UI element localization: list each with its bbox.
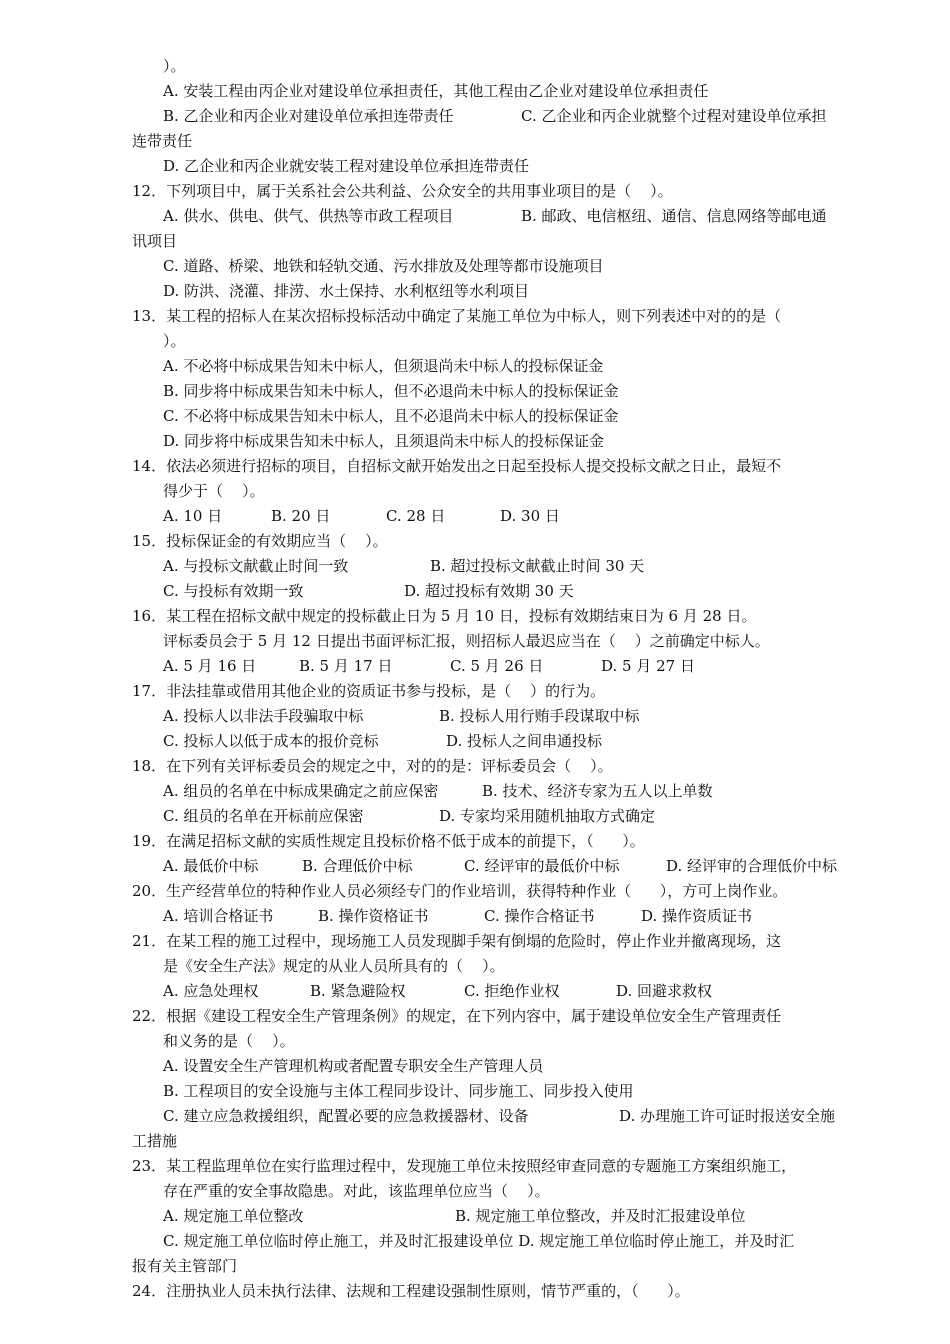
line-text: ）。 — [163, 57, 186, 75]
option-text: A. 供水、供电、供气、供热等市政工程项目 — [163, 207, 454, 225]
line-text: A. 不必将中标成果告知未中标人，但须退尚未中标人的投标保证金 — [163, 357, 604, 375]
line-text: 讯项目 — [132, 232, 178, 250]
line-text: D. 同步将中标成果告知未中标人，且须退尚未中标人的投标保证金 — [163, 432, 605, 450]
line-text: 得少于（ ）。 — [163, 482, 265, 500]
line-text: 20．生产经营单位的特种作业人员必须经专门的作业培训，获得特种作业（ ），方可上岗作业。 — [132, 882, 788, 900]
option-text: C. 与投标有效期一致 — [163, 582, 304, 600]
line-text: 17．非法挂靠或借用其他企业的资质证书参与投标，是（ ）的行为。 — [132, 682, 606, 700]
line-text: C. 不必将中标成果告知未中标人，且不必退尚未中标人的投标保证金 — [163, 407, 619, 425]
line-text: D. 防洪、浇灌、排涝、水土保持、水利枢纽等水利项目 — [163, 282, 530, 300]
option-text: B. 紧急避险权 — [310, 982, 406, 1000]
option-text: D. 专家均采用随机抽取方式确定 — [439, 807, 656, 825]
option-text: A. 组员的名单在中标成果确定之前应保密 — [163, 782, 439, 800]
option-text: C. 建立应急救援组织，配置必要的应急救援器材、设备 — [163, 1107, 529, 1125]
option-text: D. 超过投标有效期 30 天 — [404, 582, 574, 600]
option-text: B. 邮政、电信枢纽、通信、信息网络等邮电通 — [521, 207, 827, 225]
option-text: D. 30 日 — [500, 507, 560, 525]
line-text: D. 乙企业和丙企业就安装工程对建设单位承担连带责任 — [163, 157, 530, 175]
line-text: 14．依法必须进行招标的项目，自招标文献开始发出之日起至投标人提交投标文献之日止，最短不 — [132, 457, 782, 475]
option-text: C. 投标人以低于成本的报价竞标 — [163, 732, 379, 750]
option-text: D. 操作资质证书 — [641, 907, 753, 925]
line-text: 24．注册执业人员未执行法律、法规和工程建设强制性原则，情节严重的，（ ）。 — [132, 1282, 690, 1300]
option-text: A. 投标人以非法手段骗取中标 — [163, 707, 364, 725]
option-text: C. 组员的名单在开标前应保密 — [163, 807, 364, 825]
option-text: B. 规定施工单位整改，并及时汇报建设单位 — [455, 1207, 746, 1225]
option-text: C. 拒绝作业权 — [464, 982, 560, 1000]
option-text: D. 经评审的合理低价中标 — [666, 857, 838, 875]
line-text: 评标委员会于 5 月 12 日提出书面评标汇报，则招标人最迟应当在（ ）之前确定中标人。 — [163, 632, 770, 650]
line-text: 22．根据《建设工程安全生产管理条例》的规定，在下列内容中，属于建设单位安全生产管理责任 — [132, 1007, 782, 1025]
line-text: 23．某工程监理单位在实行监理过程中，发现施工单位未按照经审查同意的专题施工方案组织施工， — [132, 1157, 797, 1175]
option-text: A. 培训合格证书 — [163, 907, 274, 925]
line-text: C. 规定施工单位临时停止施工，并及时汇报建设单位 D. 规定施工单位临时停止施工，并及时汇 — [163, 1232, 795, 1250]
line-text: C. 道路、桥梁、地铁和轻轨交通、污水排放及处理等都市设施项目 — [163, 257, 604, 275]
line-text: 19．在满足招标文献的实质性规定且投标价格不低于成本的前提下，（ ）。 — [132, 832, 645, 850]
line-text: 存在严重的安全事故隐患。对此，该监理单位应当（ ）。 — [163, 1182, 550, 1200]
option-text: C. 经评审的最低价中标 — [464, 857, 620, 875]
option-text: A. 与投标文献截止时间一致 — [163, 557, 349, 575]
option-text: B. 投标人用行贿手段谋取中标 — [439, 707, 640, 725]
option-text: B. 5 月 17 日 — [299, 657, 393, 675]
line-text: 21．在某工程的施工过程中，现场施工人员发现脚手架有倒塌的危险时，停止作业并撤离现场，这 — [132, 932, 782, 950]
option-text: D. 5 月 27 日 — [601, 657, 695, 675]
option-text: C. 乙企业和丙企业就整个过程对建设单位承担 — [521, 107, 827, 125]
option-text: B. 超过投标文献截止时间 30 天 — [430, 557, 645, 575]
option-text: D. 回避求救权 — [616, 982, 713, 1000]
line-text: A. 安装工程由丙企业对建设单位承担责任，其他工程由乙企业对建设单位承担责任 — [163, 82, 709, 100]
option-text: B. 操作资格证书 — [318, 907, 429, 925]
option-text: D. 办理施工许可证时报送安全施 — [619, 1107, 836, 1125]
line-text: 16．某工程在招标文献中规定的投标截止日为 5 月 10 日，投标有效期结束日为 6 月 28 日。 — [132, 607, 757, 625]
line-text: 报有关主管部门 — [132, 1257, 238, 1275]
line-text: 18．在下列有关评标委员会的规定之中，对的的是：评标委员会（ ）。 — [132, 757, 613, 775]
option-text: A. 应急处理权 — [163, 982, 259, 1000]
option-text: C. 5 月 26 日 — [450, 657, 544, 675]
line-text: B. 同步将中标成果告知未中标人，但不必退尚未中标人的投标保证金 — [163, 382, 619, 400]
option-text: A. 10 日 — [163, 507, 223, 525]
line-text: 连带责任 — [132, 132, 193, 150]
option-text: A. 最低价中标 — [163, 857, 259, 875]
line-text: 15．投标保证金的有效期应当（ ）。 — [132, 532, 388, 550]
option-text: B. 乙企业和丙企业对建设单位承担连带责任 — [163, 107, 454, 125]
option-text: C. 28 日 — [386, 507, 446, 525]
line-text: 工措施 — [132, 1132, 178, 1150]
option-text: B. 20 日 — [271, 507, 331, 525]
option-text: D. 投标人之间串通投标 — [446, 732, 603, 750]
option-text: C. 操作合格证书 — [484, 907, 595, 925]
line-text: 和义务的是（ ）。 — [163, 1032, 295, 1050]
line-text: A. 设置安全生产管理机构或者配置专职安全生产管理人员 — [163, 1057, 544, 1075]
line-text: 13．某工程的招标人在某次招标投标活动中确定了某施工单位为中标人，则下列表述中对的的是（ — [132, 307, 782, 325]
line-text: ）。 — [163, 332, 186, 350]
option-text: A. 5 月 16 日 — [163, 657, 257, 675]
line-text: B. 工程项目的安全设施与主体工程同步设计、同步施工、同步投入使用 — [163, 1082, 634, 1100]
option-text: A. 规定施工单位整改 — [163, 1207, 304, 1225]
option-text: B. 合理低价中标 — [302, 857, 413, 875]
line-text: 是《安全生产法》规定的从业人员所具有的（ ）。 — [163, 957, 505, 975]
option-text: B. 技术、经济专家为五人以上单数 — [482, 782, 713, 800]
line-text: 12．下列项目中，属于关系社会公共利益、公众安全的共用事业项目的是（ ）。 — [132, 182, 673, 200]
